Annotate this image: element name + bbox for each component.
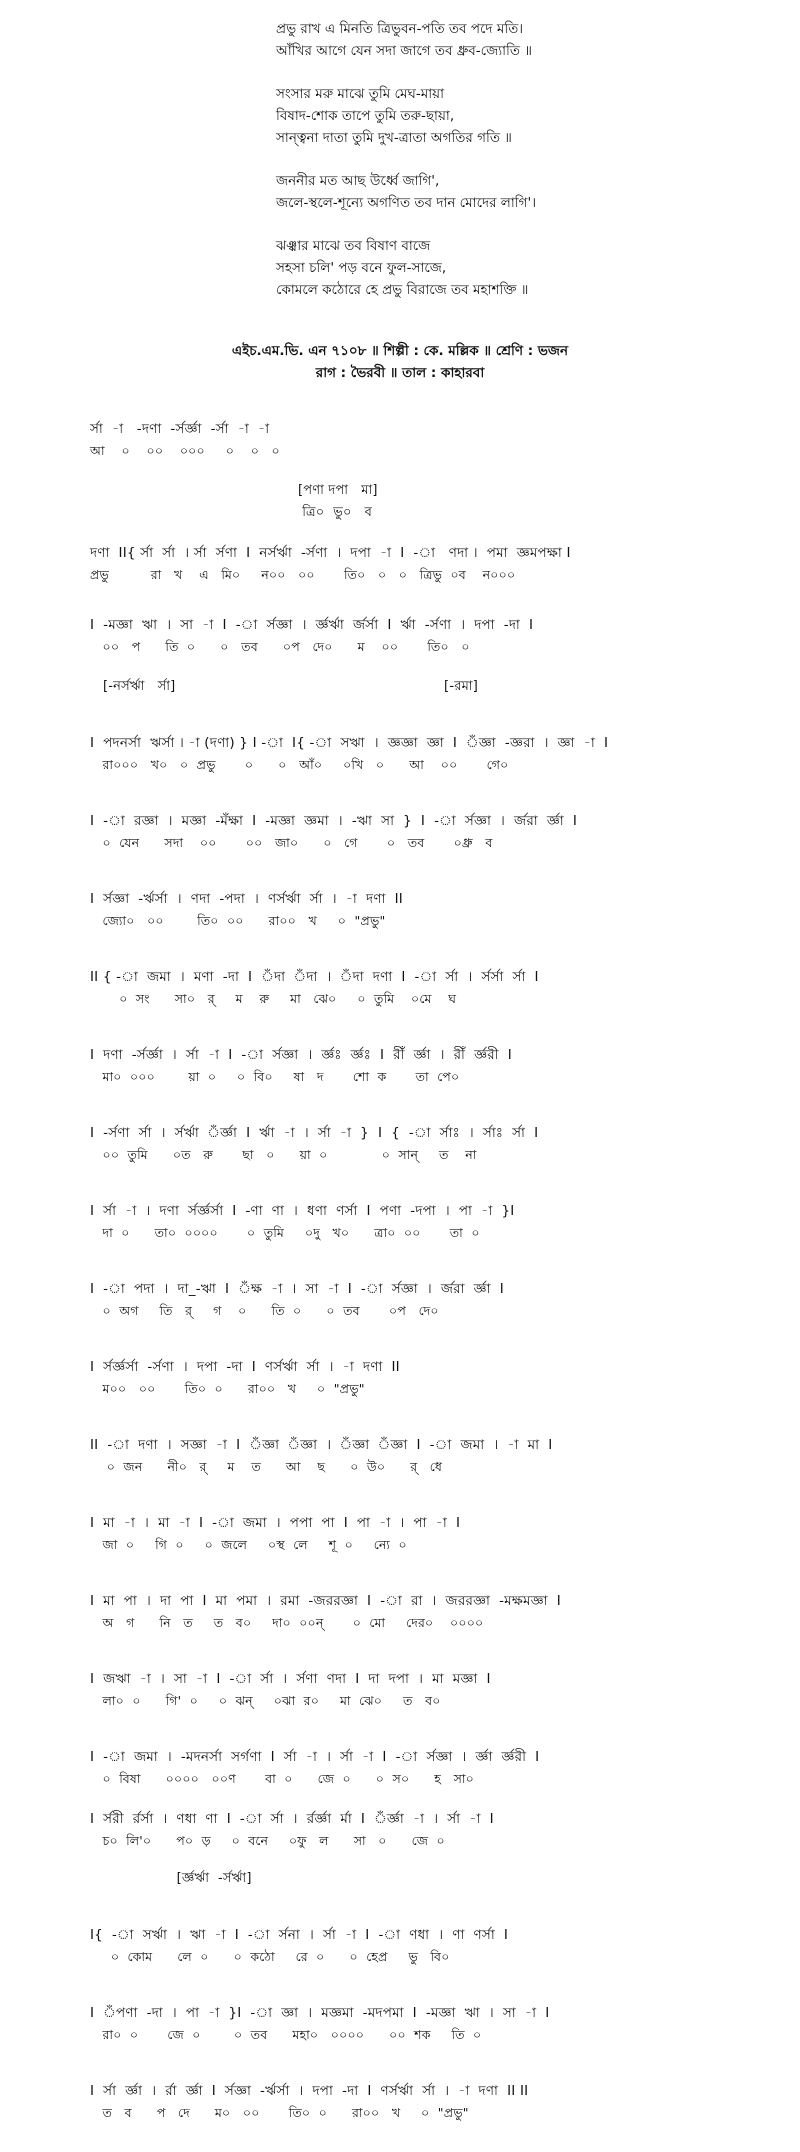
notation-block (90, 1746, 730, 1790)
notation-block (90, 1278, 730, 1322)
notation-block (90, 418, 730, 462)
lyric-syllable-row: ০০ তুমি ০ত রু ছা ০ য়া ০ ০ সান্ ত না (90, 1147, 477, 1162)
lyric-syllable-row: ০ কোম লে ০ ০ কঠো রে ০ ০ হেপ্র ভু বি০ (90, 1949, 450, 1964)
notation-block (90, 2002, 730, 2046)
ornament-marker-row: [-নর্সর্ঋা র্সা] [-রমা] (90, 679, 479, 694)
notation-block (90, 1512, 730, 1556)
swara-row: I র্সা র্জ্ঞা । র্রা র্জ্ঞা I র্সজ্ঞা -র্ঋর্সা । দপা -দা I ণর্সর্ঋা র্সা । -া দণা II II (90, 2083, 529, 2099)
swara-row: I -মজ্ঞা ঋা । সা -া I -া র্সজ্ঞা । র্জ্ঞর্ঋা র্জর্সা I র্ঋা -র্সণা । দপা -দা I (90, 617, 534, 633)
notation-block (90, 542, 730, 586)
lyric-line: কোমলে কঠোরে হে প্রভু বিরাজে তব মহাশক্তি ॥ (276, 282, 529, 298)
swara-row: I{ -া সর্ঋা । ঋা -া I -া র্সনা । র্সা -া I -া ণধা । ণা ণর্সা I (90, 1927, 509, 1943)
lyric-syllable-row: ম০০ ০০ তি০ ০ রা০০ খ ০ "প্রভু" (90, 1381, 365, 1396)
lyric-syllable-row: মা০ ০০০ য়া ০ ০ বি০ ষা দ শো ক তা পে০ (90, 1069, 460, 1084)
swara-row: I দণা -র্সর্জ্ঞা । র্সা -া I -া র্সজ্ঞা । র্জ্ঞঃ র্জ্ঞঃ I রীঁ র্জ্ঞা । রীঁ র্জ্ঞরী I (90, 1047, 512, 1063)
lyric-syllable-row: জ্যো০ ০০ তি০ ০০ রা০০ খ ০ "প্রভু" (90, 913, 386, 928)
swara-row: I র্সর্জ্ঞর্সা -র্সণা । দপা -দা I ণর্সর্ঋা র্সা । -া দণা II (90, 1359, 400, 1375)
lyric-stanza (276, 18, 736, 62)
lyric-stanza (276, 170, 736, 214)
notation-block (90, 2080, 730, 2124)
notation-block (90, 1868, 730, 1890)
swara-row: I মা -া । মা -া I -া জমা । পপা পা I পা -া । পা -া I (90, 1515, 461, 1531)
lyric-syllable-row: রা০ ০ জে ০ ০ তব মহা০ ০০০০ ০০ শক তি ০ (90, 2027, 482, 2042)
ornament-marker-row: [পণা দপা মা] (90, 483, 378, 498)
lyric-line: জননীর মত আছ উর্ধ্বে জাগি', (276, 173, 440, 189)
swara-row: II -া দণা । সজ্ঞা -া I ঁজ্ঞা ঁজ্ঞা । ঁজ্ঞা ঁজ্ঞা I -া জমা । -া মা I (90, 1437, 553, 1453)
notation-block (90, 1200, 730, 1244)
notation-block (90, 1808, 730, 1852)
lyric-syllable-row: রা০০০ খ০ ০ প্রভু ০ ০ আঁ০ ০খি ০ আ ০০ গে০ (90, 757, 509, 772)
swara-row: I -র্সণা র্সা । র্সর্ঋা ঁর্জ্ঞা I র্ঋা -া । র্সা -া } I { -া র্সাঃ । র্সাঃ র্সা I (90, 1125, 539, 1141)
swara-row: I ঁপণা -দা । পা -া }I -া জ্ঞা । মজ্ঞমা -মদপমা I -মজ্ঞা ঋা । সা -া I (90, 2005, 550, 2021)
lyric-syllable-row: জা ০ গি ০ ০ জলে ০স্থ লে শূ ০ ন্যে ০ (90, 1537, 407, 1552)
swara-row: I পদনর্সা ঋর্সা । -া (দণা) } I -া I{ -া সঋা । জ্ঞজ্ঞা জ্ঞা I ঁজ্ঞা -জ্ঞরা । জ্ঞা -া I (90, 735, 609, 751)
swara-row: I -া জমা । -মদনর্সা সর্গণা I র্সা -া । র্সা -া I -া র্সজ্ঞা । র্জ্ঞা র্জ্ঞরী I (90, 1749, 540, 1765)
record-artist-genre-line: এইচ.এম.ভি. এন ৭১০৮ ॥ শিল্পী : কে. মল্লিক ॥ শ্রেণি : ভজন (231, 343, 569, 359)
lyric-syllable-row: অ গ নি ত ত ব০ দা০ ০০ন্ ০ মো দের০ ০০০০ (90, 1615, 484, 1630)
notation-block (90, 1590, 730, 1634)
notation-block (90, 1924, 730, 1968)
notation-block (90, 1668, 730, 1712)
notation-section (90, 418, 730, 2124)
notation-block (90, 1434, 730, 1478)
lyric-syllable-row: ০ জন নী০ র্ ম ত আ ছ ০ উ০ র্ ধে (90, 1459, 443, 1474)
lyric-syllable-row: লা০ ০ গি' ০ ০ ঝন্ ০ঝা র০ মা ঝে০ ত ব০ (90, 1693, 441, 1708)
swara-row: II { -া জমা । মণা -দা I ঁদা ঁদা । ঁদা দণা I -া র্সা । র্সর্সা র্সা I (90, 969, 539, 985)
lyric-syllable-row: ০ বিষা ০০০০ ০০ণ বা ০ জে ০ ০ স০ হ সা০ (90, 1771, 475, 1786)
lyric-stanza (276, 235, 736, 301)
notation-block (90, 888, 730, 932)
swara-row: I মা পা । দা পা I মা পমা । রমা -জররজ্ঞা I -া রা । জররজ্ঞা -মক্ষমজ্ঞা I (90, 1593, 561, 1609)
ornament-marker-row: [র্জ্ঞর্ঋা -র্সর্ঋা] (90, 1871, 252, 1886)
raga-tala-line: রাগ : ভৈরবী ॥ তাল : কাহারবা (315, 365, 485, 381)
notation-block (90, 966, 730, 1010)
lyric-line: বিষাদ-শোক তাপে তুমি তরু-ছায়া, (276, 108, 455, 124)
lyric-syllable-row: ০ সং সা০ র্ ম রু মা ঝে০ ০ তুমি ০মে ঘ (90, 991, 457, 1006)
notation-block (90, 732, 730, 776)
swara-row: I জঋা -া । সা -া I -া র্সা । র্সণা ণদা I দা দপা । মা মজ্ঞা I (90, 1671, 491, 1687)
lyric-line: সহসা চলি' পড় বনে ফুল-সাজে, (276, 260, 447, 276)
swara-row: র্সা -া -দণা -র্সর্জ্ঞা -র্সা -া -া (90, 421, 270, 437)
lyric-syllable-row: ত ব প দে ম০ ০০ তি০ ০ রা০০ খ ০ "প্রভু" (90, 2105, 469, 2120)
notation-block (90, 1044, 730, 1088)
lyric-line: জলে-স্থলে-শূন্যে অগণিত তব দান মোদের লাগি'। (276, 195, 537, 211)
lyric-line: প্রভু রাখ এ মিনতি ত্রিভুবন-পতি তব পদে মতি। (276, 21, 524, 37)
notation-block (90, 614, 730, 658)
ornament-marker-row: ত্রি০ ভু০ ব (90, 505, 373, 520)
swara-row: I র্সরী র্রর্সা । ণধা ণা I -া র্সা । র্রর্জ্ঞা র্মা I ঁর্জ্ঞা -া । র্সা -া I (90, 1811, 494, 1827)
swara-row: I -া পদা । দা_-ঋা I ঁক্ষ -া । সা -া I -া র্সজ্ঞা । র্জরা র্জ্ঞা I (90, 1281, 504, 1297)
swara-row: I -া রজ্ঞা । মজ্ঞা -মঁক্ষা I -মজ্ঞা জ্ঞমা । -ঋা সা } I -া র্সজ্ঞা । র্জরা র্জ্ঞা I (90, 813, 578, 829)
lyric-syllable-row: ০০ প তি ০ ০ তব ০প দে০ ম ০০ তি০ ০ (90, 639, 470, 654)
notation-block (90, 1122, 730, 1166)
notation-block (90, 480, 730, 524)
lyric-stanza (276, 83, 736, 149)
notation-block (90, 810, 730, 854)
lyric-line: আঁখির আগে যেন সদা জাগে তব ধ্রুব-জ্যোতি ॥ (276, 43, 532, 59)
lyric-line: সান্ত্বনা দাতা তুমি দুখ-ত্রাতা অগতির গতি ॥ (276, 130, 512, 146)
lyrics-section (276, 18, 736, 322)
lyric-syllable-row: দা ০ তা০ ০০০০ ০ তুমি ০দু খ০ ত্রা০ ০০ তা ০ (90, 1225, 480, 1240)
song-metadata (0, 340, 800, 384)
notation-block (90, 1356, 730, 1400)
lyric-syllable-row: ০ অগ তি র্ গ ০ তি ০ ০ তব ০প দে০ (90, 1303, 439, 1318)
swara-row: I র্সা -া । দণা র্সর্জ্ঞর্সা I -ণা ণা । ধণা ণর্সা I পণা -দপা । পা -া }I (90, 1203, 515, 1219)
lyric-line: ঝঞ্ঝার মাঝে তব বিষাণ বাজে (276, 238, 431, 254)
lyric-line: সংসার মরু মাঝে তুমি মেঘ-মায়া (276, 86, 445, 102)
lyric-syllable-row: চ০ লি'০ প০ ড় ০ বনে ০ফু ল সা ০ জে ০ (90, 1833, 445, 1848)
swara-row: দণা II{ র্সা র্সা । র্সা র্সণা I নর্সর্ঋা -র্সণা । দপা -া I -া ণদা । পমা জ্ঞমপক্ষা I (90, 545, 571, 561)
swara-row: I র্সজ্ঞা -র্ঋর্সা । ণদা -পদা । ণর্সর্ঋা র্সা । -া দণা II (90, 891, 403, 907)
notation-block (90, 676, 730, 698)
lyric-syllable-row: আ ০ ০০ ০০০ ০ ০ ০ (90, 443, 280, 458)
lyric-syllable-row: ০ যেন সদা ০০ ০০ জা০ ০ গে ০ তব ০ধ্রু ব (90, 835, 493, 850)
lyric-syllable-row: প্রভু রা খ এ মি০ ন০০ ০০ তি০ ০ ০ ত্রিভু ০ব ন০০০ (90, 567, 516, 582)
